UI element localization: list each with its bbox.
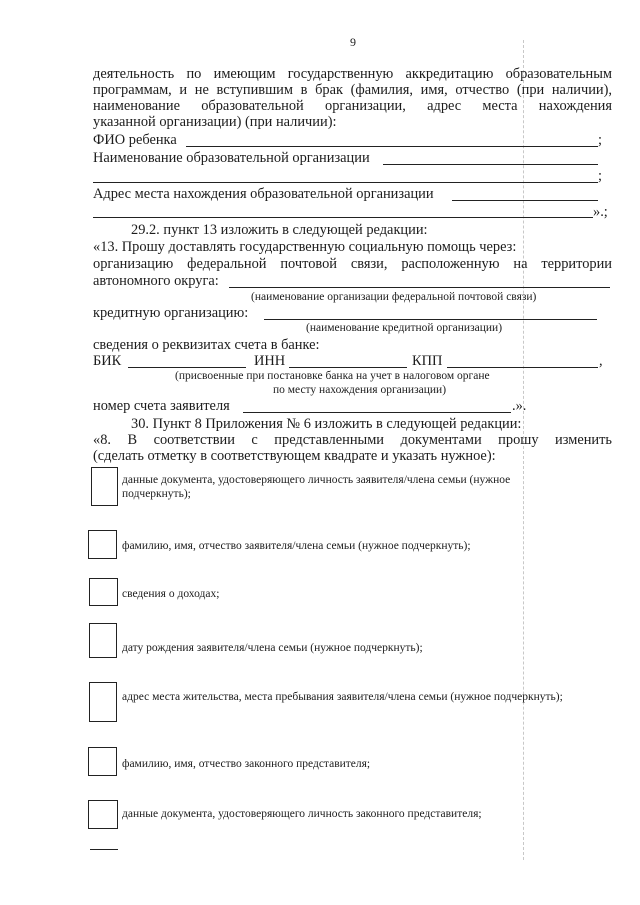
fio-child-field[interactable] xyxy=(186,146,598,147)
item-30-heading: 30. Пункт 8 Приложения № 6 изложить в следующей редакции: xyxy=(131,416,522,432)
item-30-line-1: «8. В соответствии с представленными документами прошу изменить xyxy=(93,432,612,448)
org-address-label: Адрес места нахождения образовательной организации xyxy=(93,186,434,202)
next-checkbox-top-edge xyxy=(90,849,118,850)
intro-line-4: указанной организации) (при наличии): xyxy=(93,114,337,130)
bank-details-end: , xyxy=(599,353,603,369)
option-checkbox-5[interactable] xyxy=(89,682,117,722)
option-checkbox-7[interactable] xyxy=(88,800,118,829)
org-address-field-2[interactable] xyxy=(93,217,593,218)
item-29-2-line-1: «13. Прошу доставлять государственную социальную помощь через: xyxy=(93,239,517,255)
kpp-field[interactable] xyxy=(447,367,598,368)
option-checkbox-4[interactable] xyxy=(89,623,117,658)
credit-org-field[interactable] xyxy=(264,319,597,320)
option-checkbox-2[interactable] xyxy=(88,530,117,559)
intro-line-2: программам, и не вступившим в брак (фамилия, имя, отчество (при наличии), xyxy=(93,82,612,98)
page-number: 9 xyxy=(350,35,356,49)
credit-org-label: кредитную организацию: xyxy=(93,305,249,321)
option-text-2: фамилию, имя, отчество заявителя/члена семьи (нужное подчеркнуть); xyxy=(122,540,471,552)
bank-details-caption-2: по месту нахождения организации) xyxy=(273,384,447,396)
bik-field[interactable] xyxy=(128,367,246,368)
account-end: .». xyxy=(512,398,527,414)
postal-org-caption: (наименование организации федеральной почтовой связи) xyxy=(251,291,537,303)
credit-org-caption: (наименование кредитной организации) xyxy=(306,322,503,334)
option-checkbox-1[interactable] xyxy=(91,467,118,506)
option-checkbox-6[interactable] xyxy=(88,747,117,776)
inn-label: ИНН xyxy=(254,353,286,369)
intro-line-1: деятельность по имеющим государственную аккредитацию образовательным xyxy=(93,66,612,82)
org-name-end: ; xyxy=(598,168,602,184)
bank-details-label: сведения о реквизитах счета в банке: xyxy=(93,337,320,353)
bik-label: БИК xyxy=(93,353,122,369)
inn-field[interactable] xyxy=(289,367,407,368)
fio-child-end: ; xyxy=(598,132,602,148)
org-name-field-2[interactable] xyxy=(93,182,598,183)
option-checkbox-3[interactable] xyxy=(89,578,118,606)
org-name-label: Наименование образовательной организации xyxy=(93,150,370,166)
kpp-label: КПП xyxy=(412,353,443,369)
fio-child-label: ФИО ребенка xyxy=(93,132,177,148)
bank-details-caption-1: (присвоенные при постановке банка на учет в налоговом органе xyxy=(175,370,490,382)
account-label: номер счета заявителя xyxy=(93,398,230,414)
intro-line-3: наименование образовательной организации, адрес места нахождения xyxy=(93,98,612,114)
option-text-3: сведения о доходах; xyxy=(122,588,220,600)
option-text-5: адрес места жительства, места пребывания заявителя/члена семьи (нужное подчеркнуть); xyxy=(122,691,563,703)
item-29-2-heading: 29.2. пункт 13 изложить в следующей редакции: xyxy=(131,222,428,238)
option-text-6: фамилию, имя, отчество законного представителя; xyxy=(122,758,371,770)
postal-org-field[interactable] xyxy=(229,287,610,288)
option-text-4: дату рождения заявителя/члена семьи (нужное подчеркнуть); xyxy=(122,642,423,654)
item-29-2-line-3: автономного округа: xyxy=(93,273,219,289)
org-name-field-1[interactable] xyxy=(383,164,598,165)
org-address-field-1[interactable] xyxy=(452,200,598,201)
org-address-end: ».; xyxy=(593,204,608,220)
option-text-7: данные документа, удостоверяющего личность законного представителя; xyxy=(122,808,482,820)
item-29-2-line-2: организацию федеральной почтовой связи, расположенную на территории xyxy=(93,256,612,272)
scan-artifact-line xyxy=(523,40,524,860)
account-field[interactable] xyxy=(243,412,511,413)
item-30-line-2: (сделать отметку в соответствующем квадрате и указать нужное): xyxy=(93,448,496,464)
option-text-1: данные документа, удостоверяющего личность заявителя/члена семьи (нужное подчеркнуть); xyxy=(122,474,511,500)
